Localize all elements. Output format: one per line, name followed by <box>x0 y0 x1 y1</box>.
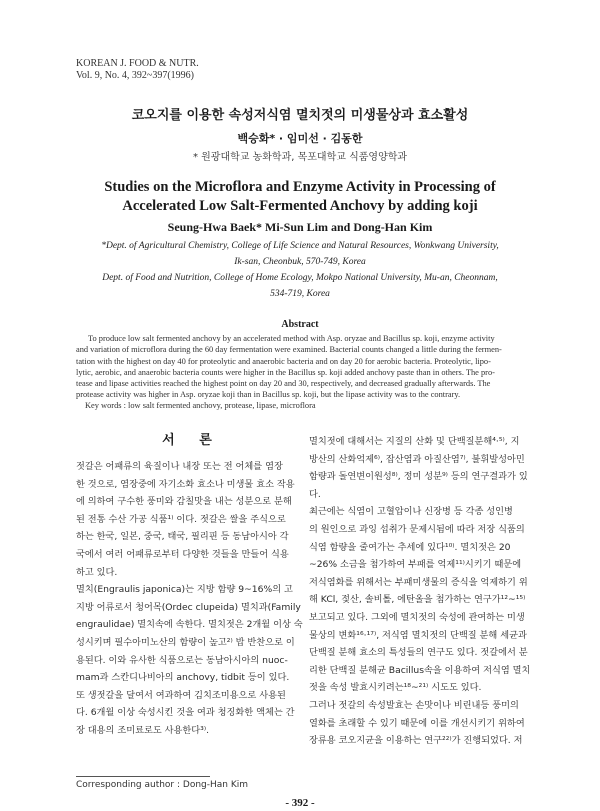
body-line: 식염 함량을 줄여가는 추세에 있다¹⁰⁾. 멸치젓은 20 <box>309 541 511 553</box>
body-line: 한 것으로, 염장중에 자기소화 효소나 미생물 효소 작용 <box>76 478 295 490</box>
corresponding-author-footnote: Corresponding author : Dong-Han Kim <box>76 780 249 790</box>
abstract-line: protease activity was higher in Asp. oryzae koji than in Bacillus sp. koji, but the lipase activity was to the contrary. <box>76 390 461 400</box>
body-line: 물상의 변화¹⁶·¹⁷⁾, 저식염 멸치젓의 단백질 분해 세균과 <box>309 629 527 641</box>
body-line: 최근에는 식염이 고혈압이나 신장병 등 각종 성인병 <box>309 506 513 518</box>
body-line: ~26% 소금을 첨가하여 부패를 억제¹¹⁾시키기 때문에 <box>309 559 522 571</box>
body-line: engraulidae) 멸치속에 속한다. 멸치젓은 2개월 이상 숙 <box>76 619 303 631</box>
abstract-body <box>76 333 546 401</box>
title-english-line: Studies on the Microflora and Enzyme Activity in Processing of <box>104 179 496 195</box>
left-column <box>76 458 308 740</box>
body-line: 다. <box>309 488 321 500</box>
body-line: 리한 단백질 분해균 Bacillus속을 이용하여 저식염 멸치 <box>309 664 531 676</box>
authors-korean: 백승화* · 임미선 · 김동한 <box>237 132 363 145</box>
affiliation-line: Ik-san, Cheonbuk, 570-749, Korea <box>234 257 366 267</box>
keywords: Key words : low salt fermented anchovy, protease, lipase, microflora <box>85 401 316 410</box>
body-line: mam과 스칸디나비아의 anchovy, tidbit 등이 있다. <box>76 672 290 684</box>
authors-english: Seung-Hwa Baek* Mi-Sun Lim and Dong-Han Kim <box>167 220 433 234</box>
body-line: 지방 어류로서 청어목(Ordec clupeida) 멸치과(Family <box>76 601 301 613</box>
journal-volume: Vol. 9, No. 4, 392~397(1996) <box>76 70 195 81</box>
body-line: 젓갈은 어패류의 육질이나 내장 또는 전 어체를 염장 <box>76 461 283 472</box>
affiliation-korean: * 원광대학교 농화학과, 목포대학교 식품영양학과 <box>192 152 408 163</box>
body-line: 다. 6개월 이상 숙성시킨 것을 여과 청징화한 액체는 간 <box>76 707 295 719</box>
body-line: 저식염화를 위해서는 부패미생물의 증식을 억제하기 위 <box>309 576 528 588</box>
body-line: 장류용 코오지균을 이용하는 연구²²⁾가 진행되었다. 저 <box>309 735 523 747</box>
abstract-line: To produce low salt fermented anchovy by an accelerated method with Asp. oryzae and Bacillus sp. koji, enzyme activity <box>88 334 495 343</box>
title-english-line: Accelerated Low Salt-Fermented Anchovy by adding koji <box>122 198 478 214</box>
body-line: 젓을 속성 발효시키려는¹⁸~²¹⁾ 시도도 있다. <box>309 682 482 694</box>
body-line: 장 대용의 조미료로도 사용한다³⁾. <box>76 724 209 736</box>
body-line: 용된다. 이와 유사한 식품으로는 동남아시아의 nuoc- <box>76 654 288 666</box>
title-english <box>60 178 540 216</box>
body-line: 그러나 젓갈의 속성발효는 손맛이나 비린내등 풍미의 <box>309 699 519 711</box>
right-column <box>309 433 551 750</box>
body-line: 멸치(Engraulis japonica)는 지방 함량 9~16%의 고 <box>76 584 293 596</box>
body-line: 에 의하여 구수한 풍미와 감칠맛을 내는 성분으로 분해 <box>76 496 292 508</box>
body-line: 보고되고 있다. 그외에 멸치젓의 숙성에 관여하는 미생 <box>309 611 525 623</box>
body-line: 방산의 산화억제⁶⁾, 잡산염과 아질산염⁷⁾, 불휘발성아민 <box>309 453 525 465</box>
footnote-divider <box>76 776 210 777</box>
body-line: 하는 한국, 일본, 중국, 태국, 필리핀 등 동남아시아 각 <box>76 531 289 543</box>
body-line: 열화를 초래할 수 있기 때문에 이를 개선시키기 위하여 <box>309 717 525 729</box>
abstract-line: tease and lipase activities reached the highest point on day 20 and 30, respectively, and decreased gradually afterwards. The <box>76 379 491 389</box>
body-line: 하고 있다. <box>76 566 118 578</box>
body-line: 성시키며 필수아미노산의 함량이 높고²⁾ 밥 반찬으로 이 <box>76 636 295 648</box>
affiliation-line: *Dept. of Agricultural Chemistry, College of Life Science and Natural Resources, Wonkwang University, <box>101 241 499 251</box>
journal-citation <box>76 58 199 82</box>
body-line: 된 전통 수산 가공 식품¹⁾ 이다. 젓갈은 쌀을 주식으로 <box>76 513 286 525</box>
body-line: 국에서 여러 어패류로부터 다양한 것들을 만들어 식용 <box>76 548 289 560</box>
body-line: 또 생젓갈을 달여서 여과하여 김치조미용으로 사용된 <box>76 689 286 701</box>
page-number: - 392 - <box>285 797 315 809</box>
abstract-line: and variation of microflora during the 60 day fermentation were examined. Bacterial counts changed a little during the fermen- <box>76 345 502 355</box>
abstract-line: tation with the highest on day 40 for proteolytic and anaerobic bacteria and on day 20 for aerobic bacteria. Proteolytic, lipo- <box>76 356 491 366</box>
affiliation-english <box>60 238 540 302</box>
affiliation-line: Dept. of Food and Nutrition, College of Home Ecology, Mokpo National University, Mu-an, Cheonnam, <box>102 273 498 283</box>
affiliation-line: 534-719, Korea <box>270 289 330 299</box>
title-korean: 코오지를 이용한 속성저식염 멸치젓의 미생물상과 효소활성 <box>131 108 469 123</box>
abstract-heading: Abstract <box>281 319 319 330</box>
body-line: 해 KCl, 젖산, 솔비톨, 에탄올을 첨가하는 연구가¹²~¹⁵⁾ <box>309 594 526 606</box>
body-line: 함량과 돌연변이원성⁸⁾, 정미 성분⁹⁾ 등의 연구결과가 있 <box>309 471 528 483</box>
abstract-line: lytic, aerobic, and anaerobic bacteria counts were higher in the Bacillus sp. koji added anchovy paste than in others. The pro- <box>76 367 495 377</box>
body-line: 의 원인으로 과잉 섭취가 문제시됨에 따라 저장 식품의 <box>309 523 525 535</box>
body-line: 단백질 분해 효소의 특성들의 연구도 있다. 젓갈에서 분 <box>309 647 528 659</box>
section-heading-introduction: 서 론 <box>162 433 222 448</box>
body-line: 멸치젓에 대해서는 지질의 산화 및 단백질분해⁴·⁵⁾, 지 <box>309 436 520 447</box>
journal-name: KOREAN J. FOOD & NUTR. <box>76 58 199 69</box>
